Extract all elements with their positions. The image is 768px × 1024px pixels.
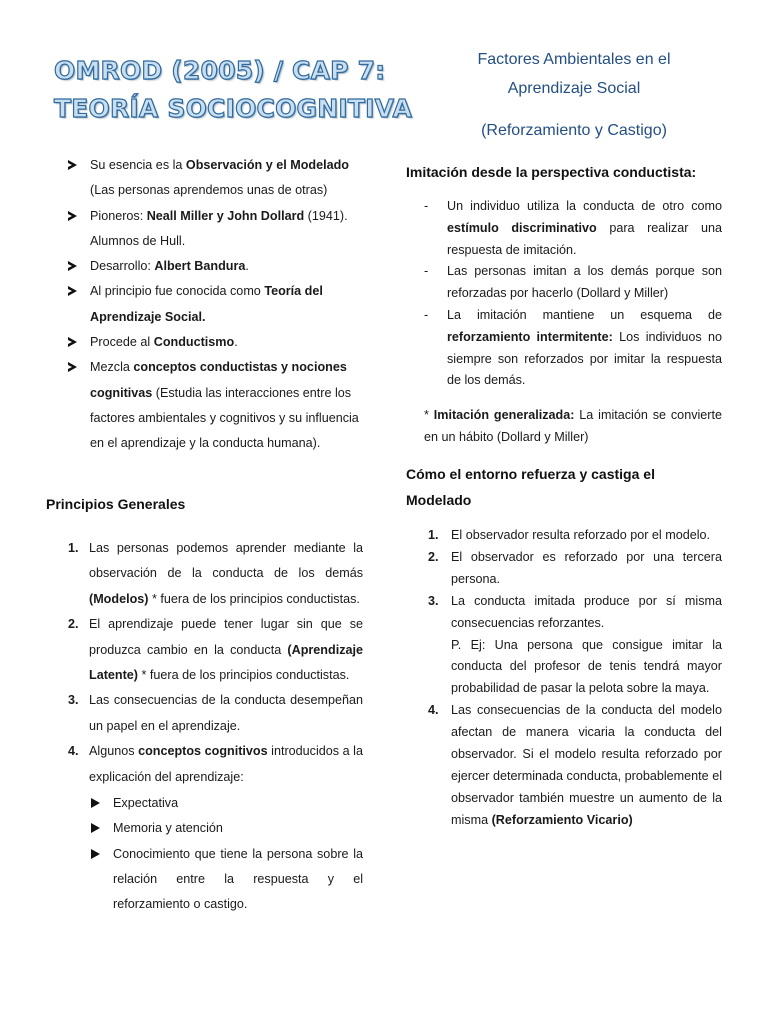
- sub-bullet-item: Expectativa: [68, 791, 363, 816]
- arrow-bullet-icon: [68, 211, 77, 221]
- bullet-item: Su esencia es la Observación y el Modelado (Las personas aprendemos unas de otras): [68, 153, 368, 204]
- arrow-bullet-icon: [68, 286, 77, 296]
- main-title: [54, 52, 413, 128]
- environment-item: 2. El observador es reforzado por una tercera persona.: [428, 549, 722, 586]
- arrow-bullet-icon: [68, 337, 77, 347]
- intro-bullet-list: [68, 153, 368, 457]
- arrow-bullet-icon: [68, 261, 77, 271]
- sub-bullet-item: Memoria y atención: [68, 816, 363, 841]
- bullet-item: Pioneros: Neall Miller y John Dollard (1941). Alumnos de Hull.: [68, 204, 368, 255]
- sub-bullet-item: Conocimiento que tiene la persona sobre la relación entre la respuesta y el reforzamiento o castigo.: [68, 842, 363, 918]
- arrow-bullet-icon: [68, 160, 77, 170]
- section-title-line1: Factores Ambientales en el: [477, 51, 671, 68]
- principle-item: 1. Las personas podemos aprender mediante la observación de la conducta de los demás (Modelos) * fuera de los principios conductistas.: [68, 541, 363, 606]
- main-title-line2: TEORÍA SOCIOCOGNITIVA: [54, 94, 413, 123]
- principles-heading: Principios Generales: [46, 496, 186, 512]
- section-subtitle: (Reforzamiento y Castigo): [481, 122, 667, 139]
- arrow-bullet-icon: [68, 362, 77, 372]
- environment-item: 4. Las consecuencias de la conducta del modelo afectan de manera vicaria la conducta del observador. Si el modelo resulta reforzado por ejercer determinada conducta, probablemente el observador también muestre un aumento de la misma (Reforzamiento Vicario): [428, 703, 722, 827]
- bullet-item: Procede al Conductismo.: [68, 330, 368, 355]
- principle-item: 4. Algunos conceptos cognitivos introducidos a la explicación del aprendizaje:: [68, 744, 363, 784]
- bullet-item: Al principio fue conocida como Teoría del Aprendizaje Social.: [68, 279, 368, 330]
- cognitive-concepts-list: [68, 791, 363, 917]
- example-text: P. Ej: Una persona que consigue imitar la conducta del profesor de tenis tendrá mayor probabilidad de pasar la pelota sobre la maya.: [451, 637, 722, 696]
- arrow-bullet-icon: [91, 849, 100, 859]
- section-title-line2: Aprendizaje Social: [507, 80, 641, 97]
- imitation-list: [422, 196, 722, 392]
- arrow-bullet-icon: [91, 798, 100, 808]
- vicarious-label: (Reforzamiento Vicario): [491, 812, 633, 827]
- principle-item: 3. Las consecuencias de la conducta desempeñan un papel en el aprendizaje.: [68, 693, 363, 733]
- arrow-bullet-icon: [91, 823, 100, 833]
- main-title-line1: OMROD (2005) / CAP 7:: [54, 56, 386, 85]
- generalized-imitation-note: * Imitación generalizada: La imitación se convierte en un hábito (Dollard y Miller): [424, 408, 722, 444]
- dash-item: - Las personas imitan a los demás porque son reforzadas por hacerlo (Dollard y Miller): [424, 264, 722, 301]
- principle-item: 2. El aprendizaje puede tener lugar sin que se produzca cambio en la conducta (Aprendizaje Latente) * fuera de los principios conductistas.: [68, 617, 363, 683]
- environment-heading-line1: Cómo el entorno refuerza y castiga el: [406, 466, 655, 482]
- principles-list: [68, 536, 363, 918]
- bullet-item: Desarrollo: Albert Bandura.: [68, 254, 368, 279]
- environment-heading-line2: Modelado: [406, 492, 472, 508]
- environment-item: 3. La conducta imitada produce por sí misma consecuencias reforzantes. P. Ej: Una persona que consigue imitar la conducta del profesor de tenis tendrá mayor probabilidad de pasar la pelota sobre la maya.: [428, 591, 722, 701]
- bullet-item: Mezcla conceptos conductistas y nociones cognitivas (Estudia las interacciones entre los factores ambientales y cognitivos y su influencia en el aprendizaje y la conducta humana).: [68, 355, 368, 456]
- environment-list: [428, 525, 722, 832]
- dash-item: - Un individuo utiliza la conducta de otro como estímulo discriminativo para realizar una respuesta de imitación.: [424, 199, 722, 257]
- dash-item: - La imitación mantiene un esquema de reforzamiento intermitente: Los individuos no siempre son reforzados por imitar la respuesta de los demás.: [424, 307, 722, 388]
- imitation-heading: Imitación desde la perspectiva conductista:: [406, 164, 697, 180]
- environment-item: 1. El observador resulta reforzado por el modelo.: [428, 528, 711, 542]
